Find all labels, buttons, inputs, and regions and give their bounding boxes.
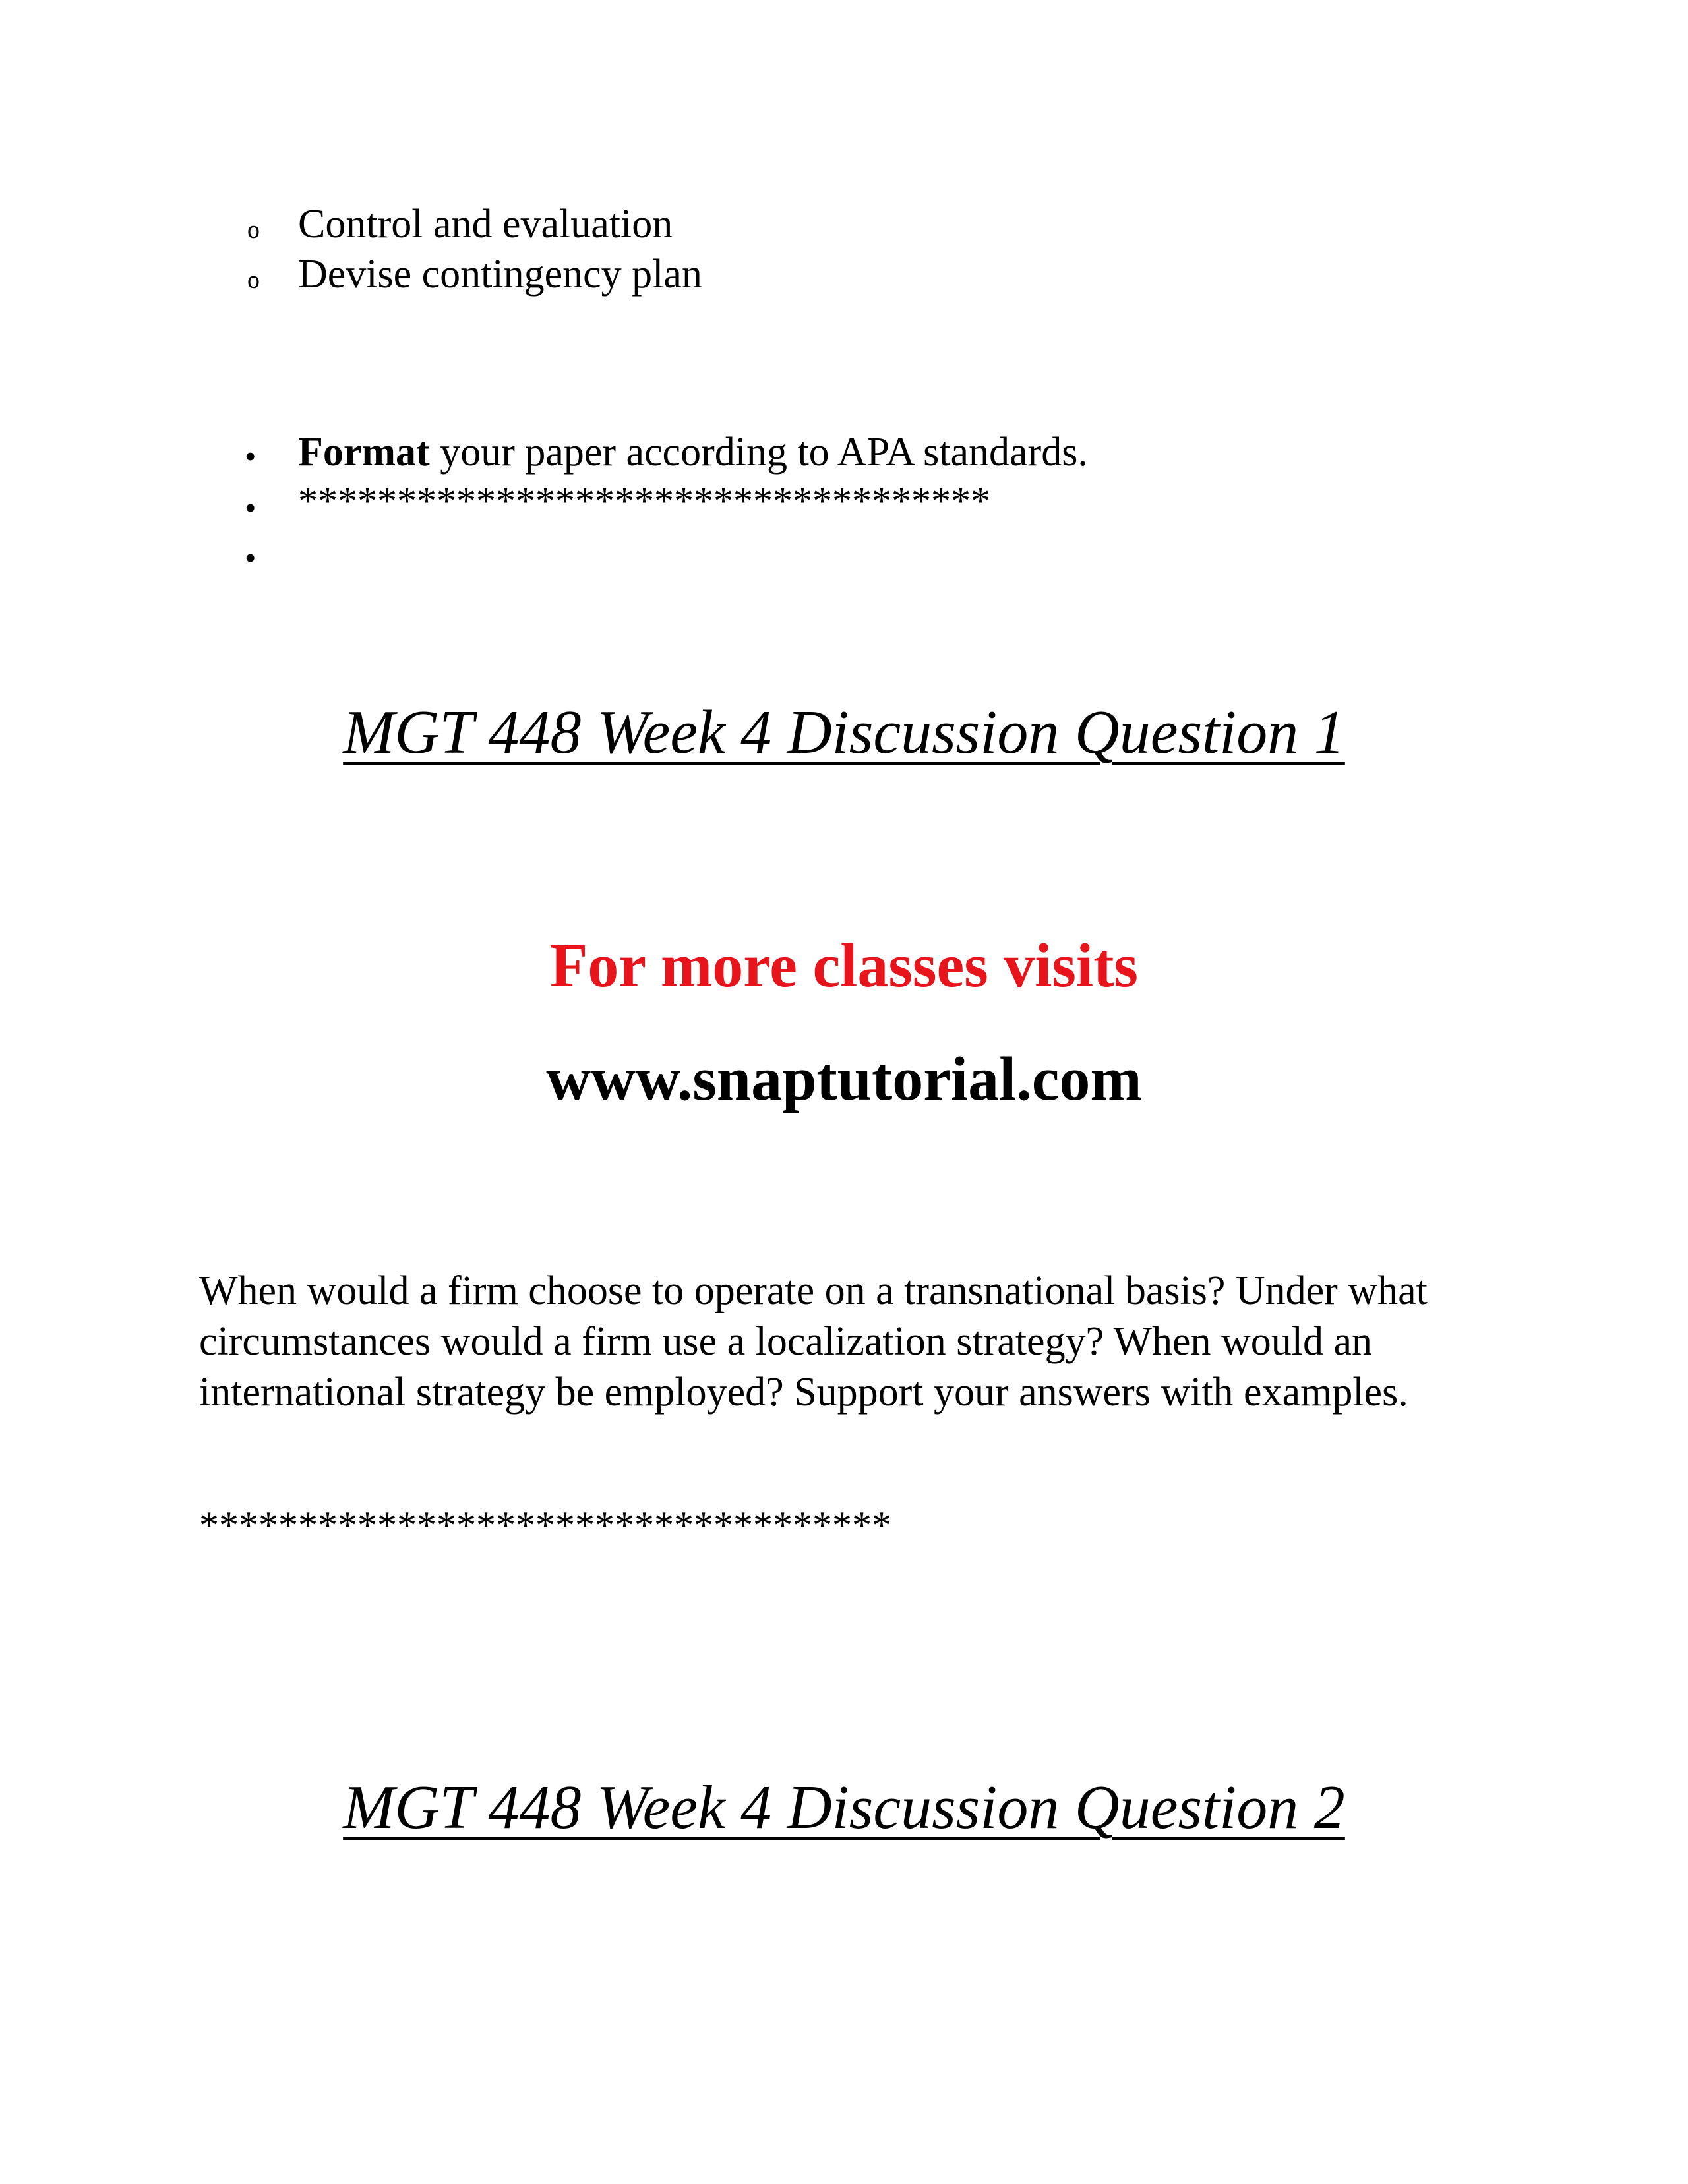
heading-discussion-question-2: MGT 448 Week 4 Discussion Question 2	[343, 1773, 1345, 1842]
heading-discussion-question-1: MGT 448 Week 4 Discussion Question 1	[343, 698, 1345, 767]
bullet-marker: •	[245, 440, 256, 473]
list-item-format	[298, 427, 1088, 477]
question-paragraph: When would a firm choose to operate on a transnational basis? Under what circumstances would a firm use a localization strategy? When would an international strategy be employed? Support your answers with examples.	[199, 1268, 1428, 1415]
sub-bullet-marker: o	[247, 268, 260, 293]
format-bold-word: Format	[298, 430, 430, 475]
sub-list-item-contingency: Devise contingency plan	[298, 252, 702, 297]
sub-list-item-control: Control and evaluation	[298, 202, 673, 247]
promo-website: www.snaptutorial.com	[546, 1045, 1142, 1113]
format-rest-text: your paper according to APA standards.	[429, 430, 1088, 475]
sub-bullet-marker: o	[247, 218, 260, 243]
list-item-separator: ***********************************	[298, 479, 990, 523]
bullet-marker: •	[245, 542, 256, 574]
bullet-marker: •	[245, 492, 256, 524]
separator-stars: ***********************************	[199, 1504, 891, 1547]
promo-more-classes: For more classes visits	[550, 931, 1138, 1000]
